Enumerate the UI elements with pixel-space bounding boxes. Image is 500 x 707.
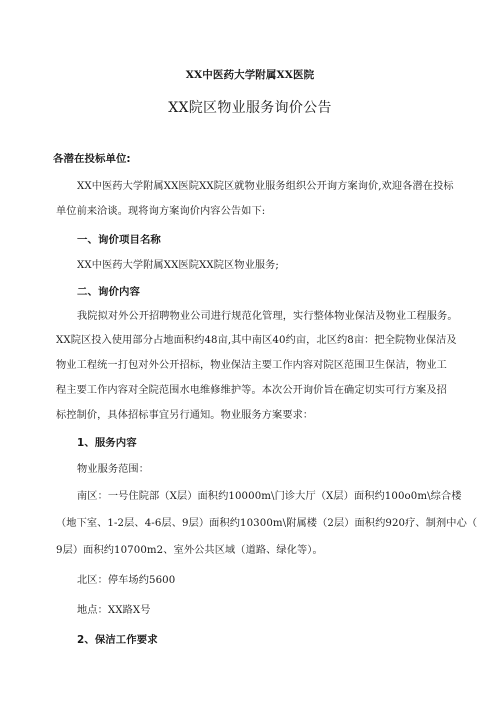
section2-line-5: 标控制价，具体招标事宜另行通知。物业服务方案要求： bbox=[56, 410, 314, 421]
section2-line-1: 我院拟对外公开招聘物业公司进行规范化管理，实行整体物业保洁及物业工程服务。 bbox=[77, 311, 458, 322]
south-area-line-3: 9层）面积约10700m2、室外公共区域（道路、绿化等）。 bbox=[56, 545, 323, 556]
section2-line-2: XX院区投入使用部分占地面积约48亩,其中南区40约亩，北区约8亩：把全院物业保洁及 bbox=[56, 335, 457, 346]
north-area: 北区：停车场约5600 bbox=[77, 575, 176, 586]
section2-heading: 二、询价内容 bbox=[77, 286, 140, 298]
section2-line-3: 物业工程统一打包对外公开招标，物业保洁主要工作内容对院区范围卫生保洁，物业工 bbox=[56, 360, 447, 371]
intro-line-2: 单位前来洽谈。现将询方案询价内容公告如下: bbox=[56, 206, 266, 217]
section1-body: XX中医药大学附属XX医院XX院区物业服务; bbox=[77, 260, 279, 271]
notice-title: XX院区物业服务询价公告 bbox=[168, 100, 332, 116]
subsection1-heading: 1、服务内容 bbox=[77, 437, 137, 449]
section2-line-4: 程主要工作内容对全院范围水电维修维护等。本次公开询价旨在确定切实可行方案及招 bbox=[56, 385, 447, 396]
intro-line-1: XX中医药大学附属XX医院XX院区就物业服务组织公开询方案询价,欢迎各潜在投标 bbox=[77, 181, 454, 192]
subsection2-heading: 2、保洁工作要求 bbox=[77, 634, 158, 646]
south-area-line-2: （地下室、1-2层、4-6层、9层）面积约10300m\附属楼（2层）面积约920疗、制剂中心（ bbox=[56, 518, 478, 529]
location: 地点：XX路X号 bbox=[77, 605, 151, 616]
salutation: 各潜在投标单位: bbox=[53, 153, 131, 165]
hospital-title: XX中医药大学附属XX医院 bbox=[185, 69, 315, 81]
south-area-line-1: 南区：一号住院部（X层）面积约10000m\门诊大厅（X层）面积约100o0m\综合楼 bbox=[77, 491, 462, 502]
section1-heading: 一、询价项目名称 bbox=[77, 234, 161, 246]
service-scope-label: 物业服务范围： bbox=[77, 464, 150, 475]
